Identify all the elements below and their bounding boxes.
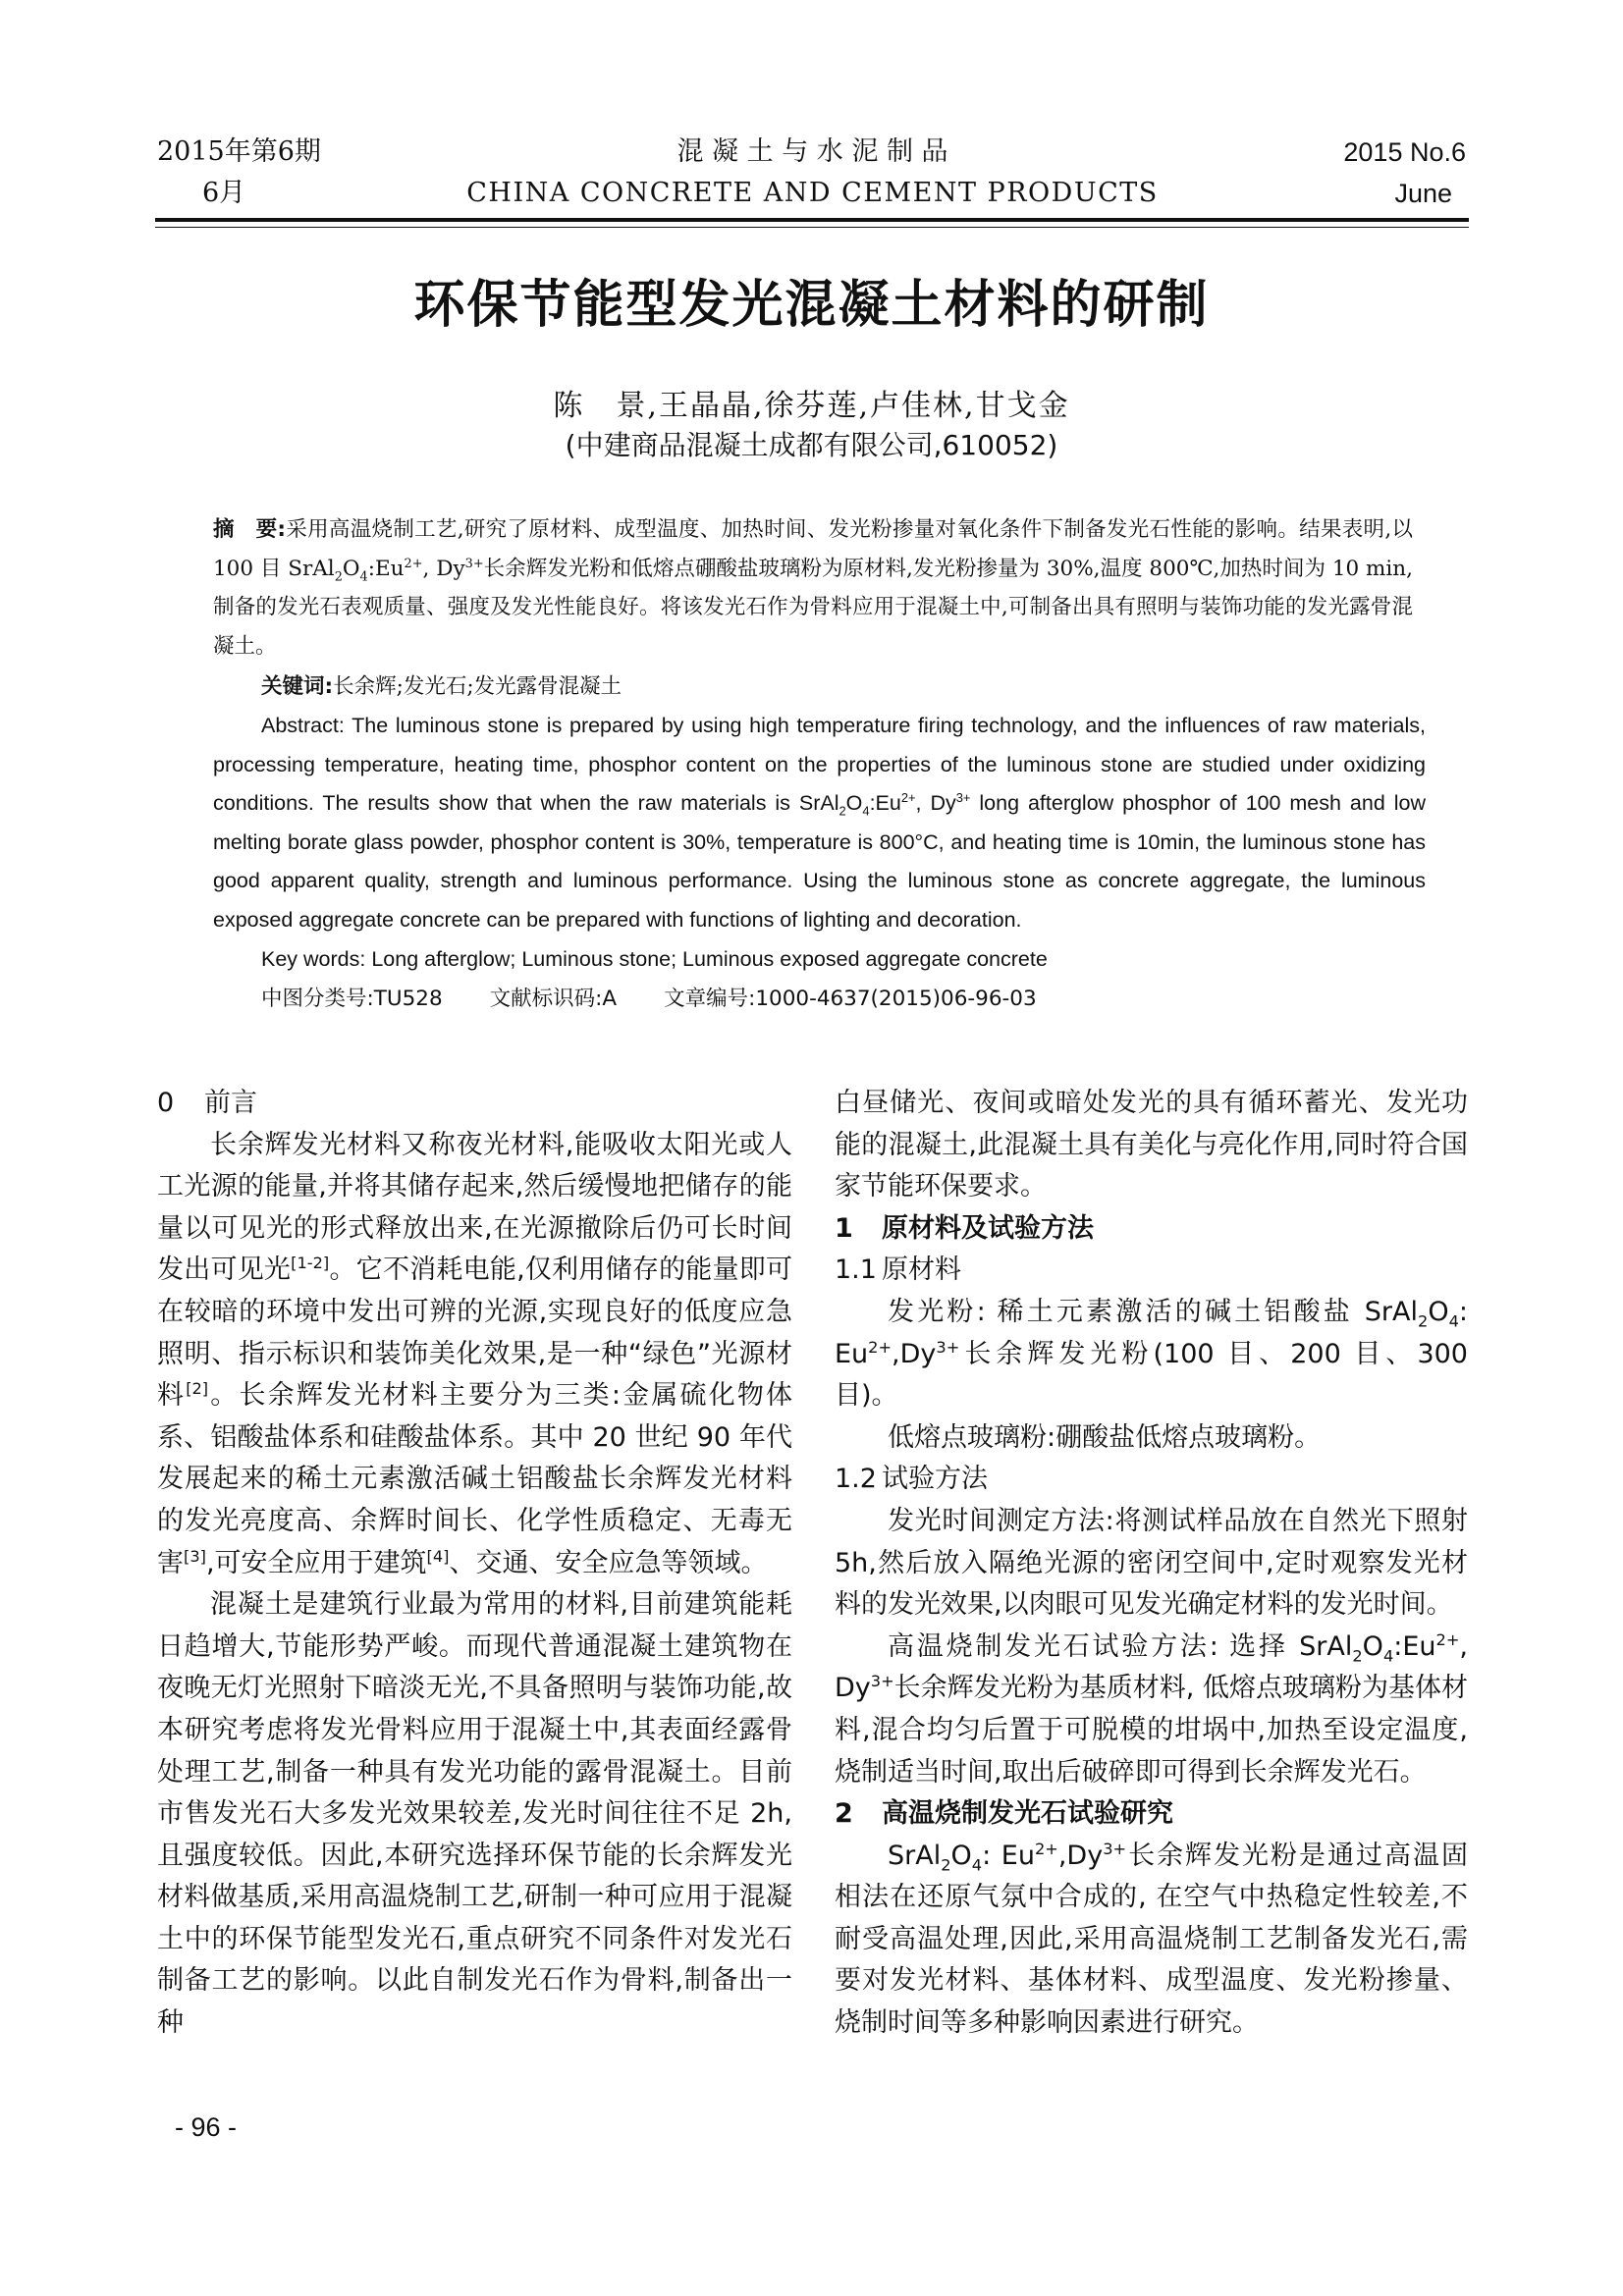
header-issue-month-en: June: [1394, 179, 1452, 208]
header-issue-no: 2015 No.6: [1343, 137, 1466, 167]
citation: [1-2]: [291, 1254, 330, 1273]
citation: [2]: [186, 1379, 209, 1399]
body-right-column: [835, 1083, 1468, 2045]
article-number: 文章编号:1000-4637(2015)06-96-03: [664, 987, 1037, 1011]
keywords-en: [261, 940, 1390, 979]
keywords-en-text: Long afterglow; Luminous stone; Luminous exposed aggregate concrete: [365, 947, 1048, 971]
header-issue-month: 6月: [202, 178, 246, 208]
header-journal: [422, 132, 1203, 214]
intro-paragraph-2-continued: 白昼储光、夜间或暗处发光的具有循环蓄光、发光功能的混凝土,此混凝土具有美化与亮化作用,同时符合国家节能环保要求。: [835, 1088, 1468, 1202]
keywords-en-label: Key words:: [261, 947, 366, 971]
clc-number: 中图分类号:TU528: [261, 987, 443, 1011]
materials-glass: 低熔点玻璃粉:硼酸盐低熔点玻璃粉。: [888, 1421, 1322, 1453]
body-left-column: [157, 1083, 792, 2045]
keywords-zh-label: 关键词:: [261, 674, 334, 699]
keywords-zh: [261, 667, 1390, 706]
abstract-zh-label: 摘 要:: [213, 517, 287, 542]
classification-line: [261, 980, 1430, 1018]
section-0-heading: 0 前言: [157, 1088, 257, 1118]
header-issue: [157, 132, 321, 214]
document-code: 文献标识码:A: [489, 987, 618, 1011]
section-1-heading: 1 原材料及试验方法: [835, 1212, 1094, 1244]
author-list: 陈 景,王晶晶,徐芬莲,卢佳林,甘戈金: [553, 389, 1070, 423]
intro-paragraph-1: 长余辉发光材料又称夜光材料,能吸收太阳光或人工光源的能量,并将其储存起来,然后缓慢地把储存的能量以可见光的形式释放出来,在光源撤除后仍可长时间发出可见光[1-2]。它不消耗电能,仅利用储存的能量即可在较暗的环境中发出可辨的光源,实现良好的低度应急照明、指示标识和装饰美化效果,是一种“绿色”光源材料[2]。长余辉发光材料主要分为三类:金属硫化物体系、铝酸盐体系和硅酸盐体系。其中 20 世纪 90 年代发展起来的稀土元素激活碱土铝酸盐长余辉发光材料的发光亮度高、余辉时间长、化学性质稳定、无毒无害[3],可安全应用于建筑[4]、交通、安全应急等领域。: [157, 1129, 793, 1578]
journal-name-zh: 混 凝 土 与 水 泥 制 品: [676, 136, 948, 167]
citation: [3]: [184, 1546, 206, 1566]
abstract-zh: 摘 要:采用高温烧制工艺,研究了原材料、成型温度、加热时间、发光粉掺量对氧化条件下制备发光石性能的影响。结果表明,以 100 目 $SrAl_2O_4:Eu^{2+}$, $Dy^{3+}$长余辉发光粉和低熔点硼酸盐玻璃粉为原材料,发光粉掺量为 30%,温度 800℃,加热时间为 10 min,制备的发光石表观质量、强度及发光性能良好。将该发光石作为骨料应用于混凝土中,可制备出具有照明与装饰功能的发光露骨混凝土。: [213, 517, 1413, 659]
section-2-paragraph: $SrAl_2O_4$: $Eu^{2+},Dy^{3+}$长余辉发光粉是通过高温固相法在还原气氛中合成的, 在空气中热稳定性较差,不耐受高温处理,因此,采用高温烧制工艺制备发光石,需要对发光材料、基体材料、成型温度、发光粉掺量、烧制时间等多种影响因素进行研究。: [835, 1839, 1469, 2039]
abstract-en-label: Abstract:: [261, 714, 345, 737]
journal-name-en: CHINA CONCRETE AND CEMENT PRODUCTS: [466, 178, 1159, 208]
header-rule-thick: [155, 218, 1469, 222]
materials-phosphor: 发光粉: 稀土元素激活的碱土铝酸盐 $SrAl_2O_4$: $Eu^{2+},Dy^{3+}$长余辉发光粉(100 目、200 目、300 目)。: [835, 1296, 1468, 1412]
header-issue-en: [1343, 132, 1466, 214]
header-issue-year: 2015年第6期: [157, 136, 321, 167]
section-1-1-heading: 1.1 原材料: [835, 1255, 961, 1286]
page-number: - 96 -: [175, 2112, 238, 2142]
method-luminous-time: 发光时间测定方法:将测试样品放在自然光下照射 5h,然后放入隔绝光源的密闭空间中,定时观察发光材料的发光效果,以肉眼可见发光确定材料的发光时间。: [835, 1505, 1468, 1621]
abstract-en: Abstract: The luminous stone is prepared by using high temperature firing technology, and the influences of raw materials, processing temperature, heating time, phosphor content on the properties of the luminous stone are studied under oxidizing conditions. The results show that when the raw materials is $SrAl_2O_4:Eu^{2+}$, $Dy^{3+}$ long afterglow phosphor of 100 mesh and low melting borate glass powder, phosphor content is 30%, temperature is 800°C, and heating time is 10min, the luminous stone has good apparent quality, strength and luminous performance. Using the luminous stone as concrete aggregate, the luminous exposed aggregate concrete can be prepared with functions of lighting and decoration.: [213, 714, 1426, 932]
citation: [4]: [426, 1546, 450, 1566]
section-2-heading: 2 高温烧制发光石试验研究: [835, 1798, 1173, 1830]
affiliation: (中建商品混凝土成都有限公司,610052): [565, 429, 1058, 461]
header-rule-thin: [155, 227, 1469, 228]
method-firing: 高温烧制发光石试验方法: 选择 $SrAl_2O_4:Eu^{2+}$, $Dy^{3+}$长余辉发光粉为基质材料, 低熔点玻璃粉为基体材料,混合均匀后置于可脱模的坩埚中,加热至设定温度,烧制适当时间,取出后破碎即可得到长余辉发光石。: [835, 1629, 1468, 1788]
intro-paragraph-2: 混凝土是建筑行业最为常用的材料,目前建筑能耗日趋增大,节能形势严峻。而现代普通混凝土建筑物在夜晚无灯光照射下暗淡无光,不具备照明与装饰功能,故本研究考虑将发光骨料应用于混凝土中,其表面经露骨处理工艺,制备一种具有发光功能的露骨混凝土。目前市售发光石大多发光效果较差,发光时间往往不足 2h,且强度较低。因此,本研究选择环保节能的长余辉发光材料做基质,采用高温烧制工艺,研制一种可应用于混凝土中的环保节能型发光石,重点研究不同条件对发光石制备工艺的影响。以此自制发光石作为骨料,制备出一种: [157, 1589, 792, 2039]
section-1-2-heading: 1.2 试验方法: [835, 1464, 988, 1495]
paper-title: 环保节能型发光混凝土材料的研制: [413, 276, 1210, 335]
keywords-zh-text: 长余辉;发光石;发光露骨混凝土: [333, 674, 622, 699]
